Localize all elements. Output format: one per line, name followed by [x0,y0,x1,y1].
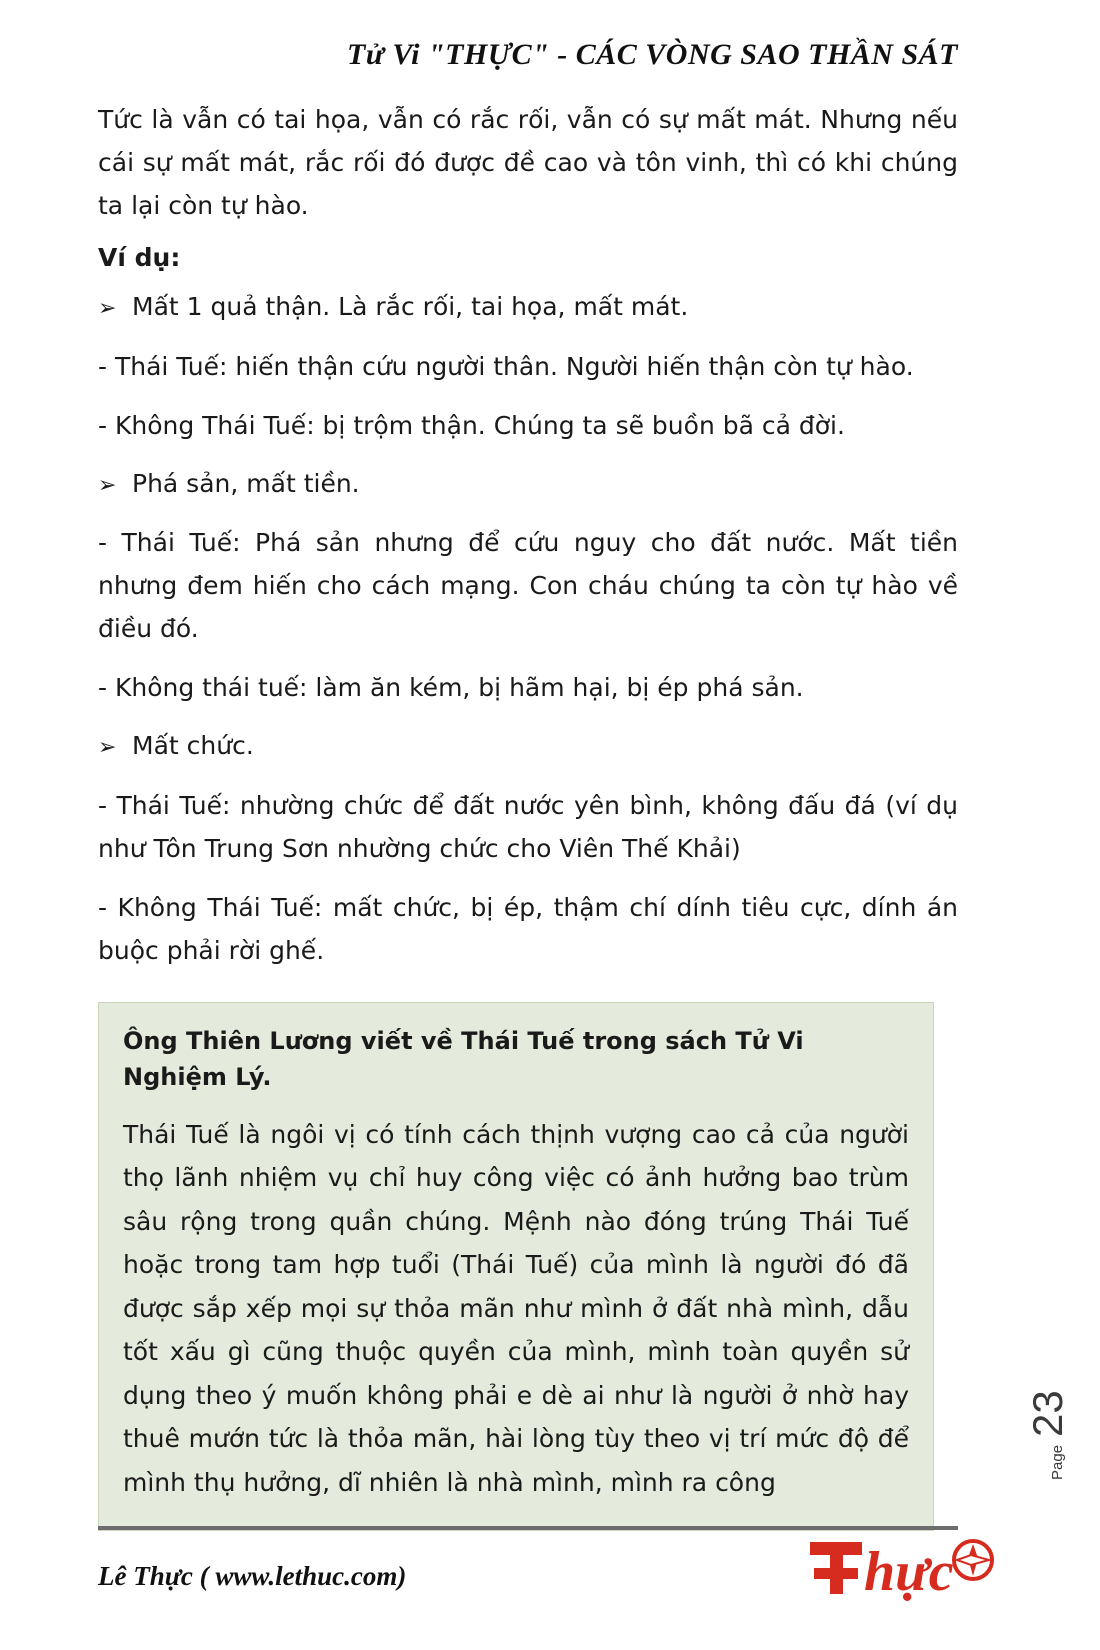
list-item: - Thái Tuế: Phá sản nhưng để cứu nguy cho đất nước. Mất tiền nhưng đem hiến cho cách mạng. Con cháu chúng ta còn tự hào về điều đó. [98,528,958,643]
list-item: - Không Thái Tuế: mất chức, bị ép, thậm chí dính tiêu cực, dính án buộc phải rời ghế. [98,892,958,965]
arrow-bullet-icon: ➢ [98,735,117,760]
list-item [98,286,958,329]
svg-text:hực: hực [864,1541,954,1603]
footer-credit: Lê Thực ( www.lethuc.com) [98,1561,407,1591]
page-title: Tử Vi "THỰC" - CÁC VÒNG SAO THẦN SÁT [347,38,958,71]
list-item: - Thái Tuế: hiến thận cứu người thân. Người hiến thận còn tự hào. [98,351,914,381]
arrow-bullet-icon: ➢ [98,472,117,498]
list-item [98,463,958,506]
lethuc-logo [808,1528,1008,1604]
example-label: Ví dụ: [98,243,181,272]
callout-title: Ông Thiên Lương viết về Thái Tuế trong sách Tử Vi Nghiệm Lý. [123,1026,804,1091]
page-number-value: 23 [1024,1390,1071,1437]
page-number [1024,1390,1072,1480]
callout-body: Thái Tuế là ngôi vị có tính cách thịnh vượng cao cả của người thọ lãnh nhiệm vụ chỉ huy công việc có ảnh hưởng bao trùm sâu rộng trong quần chúng. Mệnh nào đóng trúng Thái Tuế hoặc trong tam hợp tuổi (Thái Tuế) của mình là người đó đã được sắp xếp mọi sự thỏa mãn như mình ở đất nhà mình, dẫu tốt xấu gì cũng thuộc quyền của mình, mình toàn quyền sử dụng theo ý muốn không phải e dè ai như là người ở nhờ hay thuê mướn tức là thỏa mãn, hài lòng tùy theo vị trí mức độ để mình thụ hưởng, dĩ nhiên là nhà mình, mình ra công [123,1119,909,1497]
list-item-text: Phá sản, mất tiền. [132,468,360,498]
callout-box [98,1002,934,1532]
arrow-bullet-icon: ➢ [98,296,117,321]
page-content [98,38,958,1531]
list-item: - Thái Tuế: nhường chức để đất nước yên bình, không đấu đá (ví dụ như Tôn Trung Sơn nhường chức cho Viên Thế Khải) [98,790,958,863]
list-item-text: Mất chức. [132,731,254,760]
list-item-text: Mất 1 quả thận. Là rắc rối, tai họa, mất mát. [132,292,689,321]
page-number-label: Page [1049,1444,1066,1480]
intro-paragraph: Tức là vẫn có tai họa, vẫn có rắc rối, vẫn có sự mất mát. Nhưng nếu cái sự mất mát, rắc rối đó được đề cao và tôn vinh, thì có khi chúng ta lại còn tự hào. [98,105,958,220]
list-item: - Không Thái Tuế: bị trộm thận. Chúng ta sẽ buồn bã cả đời. [98,410,845,440]
list-item [98,725,958,768]
list-item: - Không thái tuế: làm ăn kém, bị hãm hại, bị ép phá sản. [98,673,804,702]
